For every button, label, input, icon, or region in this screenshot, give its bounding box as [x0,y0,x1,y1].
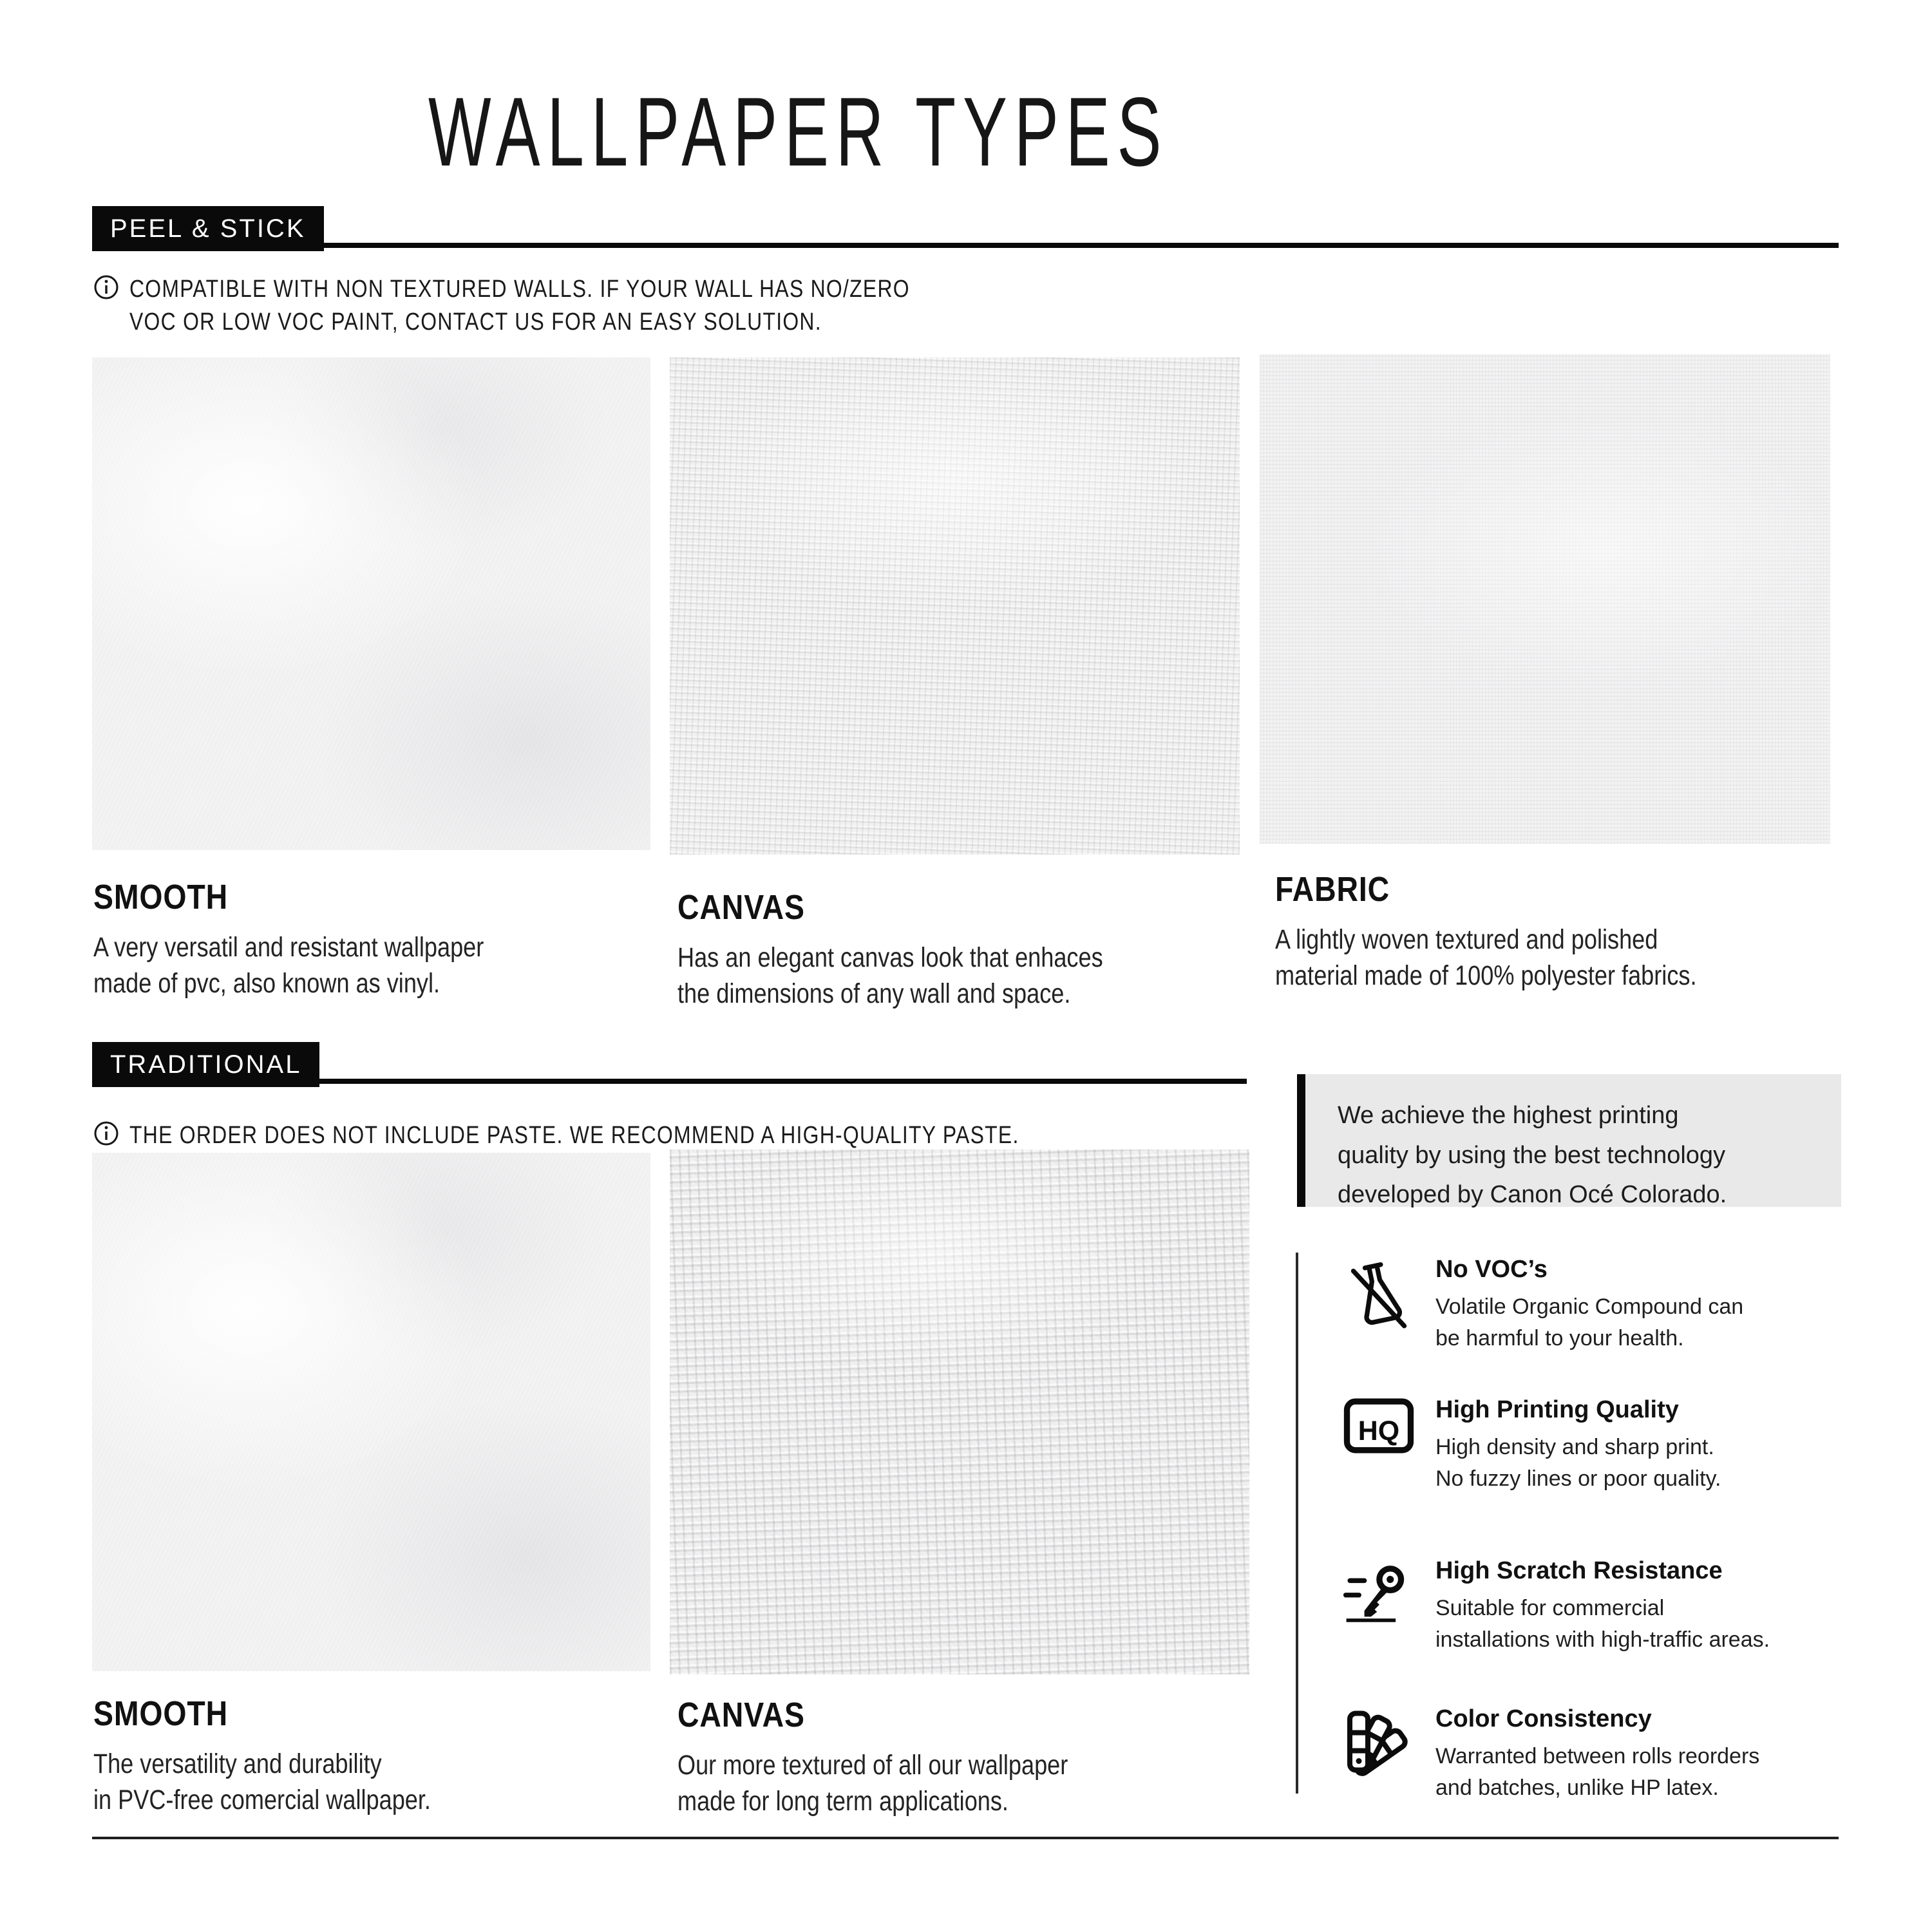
feature-color-consistency [1343,1705,1864,1804]
peel-stick-section-rule [92,243,1839,248]
quote-line: quality by using the best technology [1338,1141,1726,1169]
feature-description-line: High density and sharp print. [1435,1435,1714,1459]
feature-description-line: be harmful to your health. [1435,1326,1684,1351]
swatch-sample-fabric-peel [1260,354,1830,844]
swatch-description-line: the dimensions of any wall and space. [677,978,1071,1009]
sidebar-separator-line [1296,1253,1298,1794]
swatch-description [677,1748,1068,1820]
swatch-description-line: in PVC-free comercial wallpaper. [93,1784,431,1815]
info-text-line: COMPATIBLE WITH NON TEXTURED WALLS. IF YOUR WALL HAS NO/ZERO [129,276,910,303]
info-icon [93,1121,119,1146]
swatch-title: SMOOTH [93,1694,228,1733]
feature-title: High Printing Quality [1435,1396,1679,1423]
info-text-line: THE ORDER DOES NOT INCLUDE PASTE. WE RECOMMEND A HIGH-QUALITY PASTE. [129,1122,1019,1149]
page-bottom-rule [92,1837,1839,1839]
swatch-description [93,930,484,1002]
feature-title: High Scratch Resistance [1435,1557,1723,1584]
swatch-description-line: A lightly woven textured and polished [1275,924,1658,955]
hq-glyph: HQ [1358,1415,1400,1446]
feature-text [1435,1396,1721,1495]
peel-stick-section-badge: PEEL & STICK [92,206,324,251]
feature-high-printing-quality [1343,1396,1864,1495]
page-title: WALLPAPER TYPES [428,77,1169,187]
feature-title: Color Consistency [1435,1705,1652,1732]
swatch-caption-canvas-peel [677,887,1184,1012]
key-scratch-icon [1343,1557,1415,1629]
quote-line: We achieve the highest printing [1338,1102,1679,1129]
info-text-line: VOC OR LOW VOC PAINT, CONTACT US FOR AN EASY SOLUTION. [129,308,822,336]
swatch-description-line: Our more textured of all our wallpaper [677,1750,1068,1781]
swatch-description-line: made for long term applications. [677,1785,1009,1817]
traditional-info-text [129,1119,1019,1152]
swatch-description-line: material made of 100% polyester fabrics. [1275,960,1697,991]
swatch-caption-smooth-traditional [93,1694,495,1819]
peel-stick-info-note [93,273,1059,339]
swatch-description-line: The versatility and durability [93,1748,382,1779]
feature-description-line: Volatile Organic Compound can [1435,1294,1744,1319]
feature-text [1435,1705,1759,1804]
swatch-title: FABRIC [1275,870,1390,909]
feature-description-line: Warranted between rolls reorders [1435,1744,1760,1768]
swatch-sample-canvas-traditional [670,1150,1249,1674]
info-icon [93,274,119,300]
flask-crossed-icon [1343,1256,1415,1333]
swatch-description [1275,922,1696,994]
feature-description [1435,1291,1743,1355]
feature-text [1435,1256,1743,1355]
swatch-title: SMOOTH [93,878,228,916]
feature-title: No VOC’s [1435,1256,1548,1283]
feature-no-voc [1343,1256,1864,1355]
swatch-description [93,1747,431,1819]
swatch-caption-canvas-traditional [677,1695,1142,1820]
swatch-description-line: A very versatil and resistant wallpaper [93,932,484,963]
feature-description-line: installations with high-traffic areas. [1435,1627,1770,1653]
swatch-sample-smooth-peel [92,357,650,850]
printing-quality-note [1297,1074,1841,1207]
feature-description-line: Suitable for commercial [1435,1596,1665,1620]
swatch-title: CANVAS [677,1696,805,1734]
swatch-sample-smooth-traditional [92,1153,650,1671]
swatch-caption-fabric-peel [1275,869,1777,994]
feature-description [1435,1593,1770,1656]
feature-description-line: and batches, unlike HP latex. [1435,1776,1719,1801]
color-swatchbook-icon [1343,1705,1415,1779]
swatch-description-line: made of pvc, also known as vinyl. [93,967,440,999]
swatch-caption-smooth-peel [93,877,558,1002]
hq-badge-icon [1343,1396,1415,1455]
feature-text [1435,1557,1770,1656]
peel-stick-info-text [129,273,910,339]
swatch-description [677,940,1103,1012]
swatch-sample-canvas-peel [670,357,1240,855]
feature-high-scratch-resistance [1343,1557,1864,1656]
swatch-description-line: Has an elegant canvas look that enhaces [677,942,1103,973]
traditional-section-badge: TRADITIONAL [92,1042,319,1087]
traditional-info-note [93,1119,1189,1152]
feature-description-line: No fuzzy lines or poor quality. [1435,1466,1721,1492]
feature-description [1435,1741,1759,1804]
quote-line: developed by Canon Océ Colorado. [1338,1181,1727,1209]
swatch-title: CANVAS [677,888,805,927]
feature-description [1435,1432,1721,1495]
